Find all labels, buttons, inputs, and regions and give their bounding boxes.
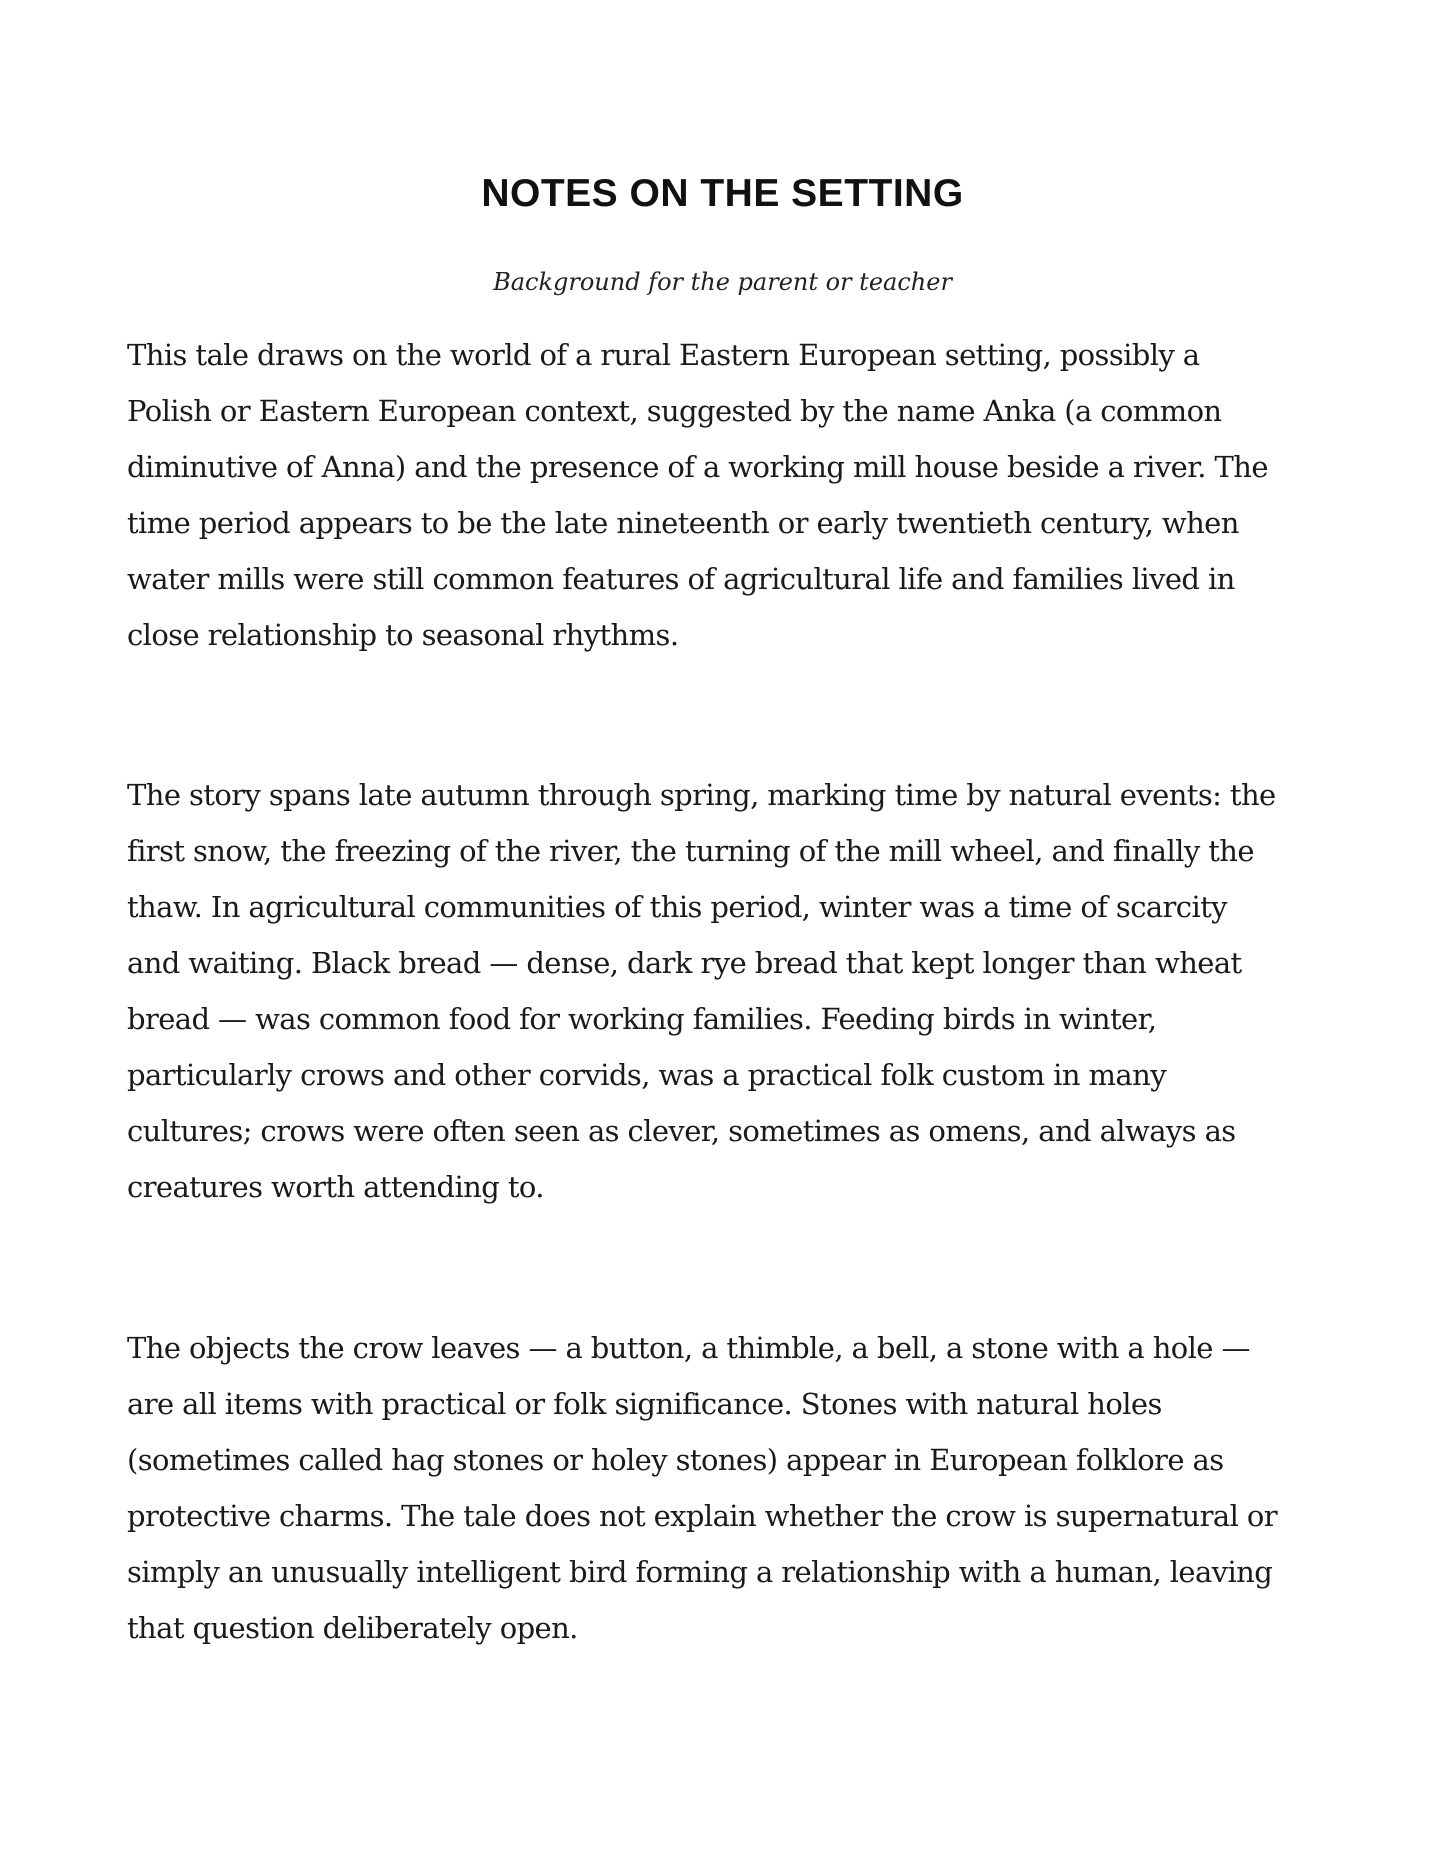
paragraph-line: (sometimes called hag stones or holey stones) appear in European folklore as: [127, 1443, 1224, 1477]
paragraph-line: thaw. In agricultural communities of this period, winter was a time of scarcity: [127, 890, 1227, 924]
paragraph-seasons: [127, 767, 1327, 1215]
paragraph-line: protective charms. The tale does not explain whether the crow is supernatural or: [127, 1499, 1277, 1533]
paragraph-line: first snow, the freezing of the river, the turning of the mill wheel, and finally the: [127, 834, 1254, 868]
paragraph-line: water mills were still common features of agricultural life and families lived in: [127, 562, 1235, 596]
paragraph-line: particularly crows and other corvids, was a practical folk custom in many: [127, 1058, 1166, 1092]
paragraph-line: cultures; crows were often seen as clever, sometimes as omens, and always as: [127, 1114, 1236, 1148]
paragraph-line: This tale draws on the world of a rural Eastern European setting, possibly a: [127, 338, 1200, 372]
paragraph-line: bread — was common food for working families. Feeding birds in winter,: [127, 1002, 1157, 1036]
paragraph-line: The objects the crow leaves — a button, a thimble, a bell, a stone with a hole —: [127, 1331, 1250, 1365]
paragraph-line: simply an unusually intelligent bird forming a relationship with a human, leaving: [127, 1555, 1273, 1589]
paragraph-line: creatures worth attending to.: [127, 1170, 544, 1204]
paragraph-line: that question deliberately open.: [127, 1611, 578, 1645]
page-title: NOTES ON THE SETTING: [481, 172, 964, 215]
paragraph-line: diminutive of Anna) and the presence of a working mill house beside a river. The: [127, 450, 1268, 484]
paragraph-line: close relationship to seasonal rhythms.: [127, 618, 679, 652]
paragraph-setting: [127, 327, 1327, 663]
paragraph-line: The story spans late autumn through spring, marking time by natural events: the: [127, 778, 1276, 812]
paragraph-line: are all items with practical or folk significance. Stones with natural holes: [127, 1387, 1162, 1421]
page-subtitle: Background for the parent or teacher: [493, 268, 952, 296]
paragraph-line: and waiting. Black bread — dense, dark rye bread that kept longer than wheat: [127, 946, 1242, 980]
paragraph-objects: [127, 1320, 1327, 1656]
paragraph-line: time period appears to be the late nineteenth or early twentieth century, when: [127, 506, 1239, 540]
paragraph-line: Polish or Eastern European context, suggested by the name Anka (a common: [127, 394, 1222, 428]
